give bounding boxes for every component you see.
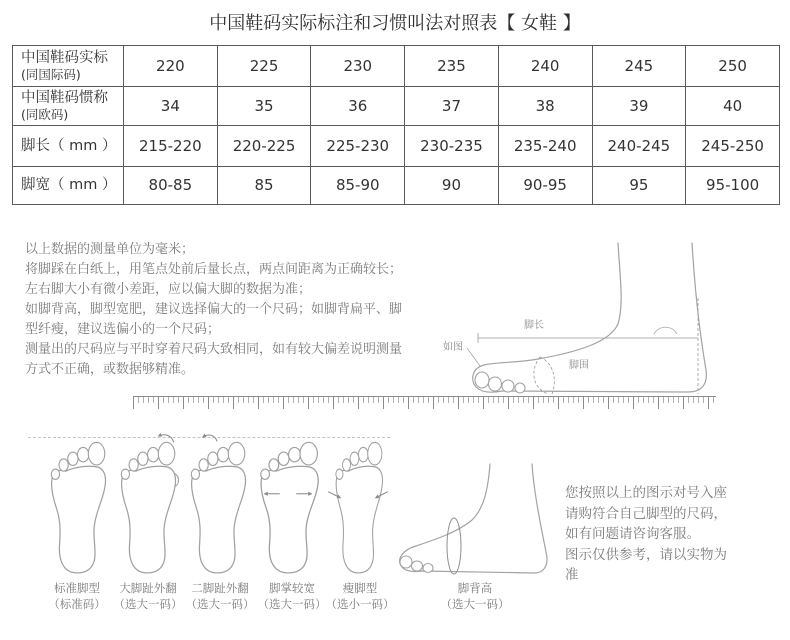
size-cell: 220 — [124, 46, 218, 87]
tip-line: 准 — [565, 567, 579, 583]
table-row-eu-size — [13, 87, 780, 126]
second-toe-arrow-icon — [203, 435, 217, 441]
ankle-bone-line — [654, 327, 677, 334]
foot-type-name: 标准脚型 — [54, 581, 100, 595]
toe — [475, 372, 489, 388]
foot-side-outline — [473, 243, 707, 392]
toe — [515, 383, 525, 393]
foot-type-name: 脚掌较宽 — [269, 581, 315, 595]
note-line: 将脚踩在白纸上，用笔点处前后量长点，两点间距离为正确较长； — [25, 262, 403, 277]
foot-type-name: 瘦脚型 — [342, 581, 378, 595]
foot-girth-label: 脚围 — [569, 360, 589, 371]
size-cell: 34 — [124, 87, 218, 126]
foot-type-standard — [40, 580, 114, 612]
girth-measure-curve — [534, 357, 548, 394]
foot-type-second-toe — [183, 580, 257, 612]
bunion-foot-icon — [114, 430, 180, 575]
size-cell: 90-95 — [498, 166, 592, 204]
girth-measure-curve — [540, 357, 554, 394]
standard-foot-icon — [44, 430, 110, 575]
foot-measure-illustration — [440, 238, 730, 398]
foot-type-name: 大脚趾外翻 — [119, 581, 177, 595]
ruler — [133, 396, 716, 410]
foot-type-advice: （选大一码） — [113, 597, 183, 611]
page-title: 中国鞋码实际标注和习惯叫法对照表【 女鞋 】 — [209, 13, 581, 34]
size-cell: 85-90 — [311, 166, 405, 204]
size-cell: 245 — [592, 46, 686, 87]
size-cell: 90 — [405, 166, 499, 204]
wide-foot-icon — [255, 430, 321, 575]
row-label: 脚宽（ mm ） — [21, 176, 117, 193]
foot-type-advice: （选大一码） — [257, 597, 327, 611]
row-sublabel: (同欧码) — [21, 106, 69, 122]
foot-type-bunion — [111, 580, 185, 612]
foot-sole-outline — [336, 442, 383, 573]
size-cell: 215-220 — [124, 126, 218, 166]
row-label-cell — [13, 87, 124, 126]
size-cell: 220-225 — [217, 126, 311, 166]
size-cell: 230 — [311, 46, 405, 87]
note-line: 如脚背高，脚型宽肥，建议选择偏大的一个尺码；如脚背扁平、脚 — [25, 302, 403, 317]
table-row-foot-length — [13, 126, 780, 166]
foot-type-advice: （标准码） — [48, 597, 106, 611]
foot-type-name: 二脚趾外翻 — [191, 581, 249, 595]
size-cell: 245-250 — [686, 126, 780, 166]
foot-type-high-instep — [438, 580, 512, 612]
note-line: 左右脚大小有微小差距，应以偏大脚的数据为准； — [25, 282, 312, 297]
size-cell: 225 — [217, 46, 311, 87]
size-cell: 39 — [592, 87, 686, 126]
row-label-cell — [13, 166, 124, 204]
size-cell: 35 — [217, 87, 311, 126]
size-cell: 85 — [217, 166, 311, 204]
size-cell: 37 — [405, 87, 499, 126]
size-cell: 36 — [311, 87, 405, 126]
foot-type-name: 脚背高 — [457, 581, 493, 595]
size-cell: 235 — [405, 46, 499, 87]
big-toe-arrow-icon — [158, 435, 173, 443]
foot-type-wide — [255, 580, 329, 612]
pointer-line — [467, 348, 480, 366]
row-label: 脚长（ mm ） — [21, 137, 117, 154]
tip-line: 如有问题请咨询客服。 — [565, 526, 700, 542]
foot-sole-outline — [51, 442, 105, 573]
tip-line: 图示仅供参考，请以实物为 — [565, 546, 727, 563]
foot-sole-outline — [121, 442, 175, 573]
size-cell: 95-100 — [686, 166, 780, 204]
size-cell: 95 — [592, 166, 686, 204]
as-shown-label: 如图 — [443, 342, 463, 353]
row-label-cell — [13, 46, 124, 87]
slim-foot-icon — [325, 430, 391, 575]
note-line: 方式不正确，或数据够精准。 — [25, 362, 195, 377]
foot-type-advice: （选大一码） — [440, 597, 510, 611]
row-sublabel: (同国际码) — [21, 66, 81, 82]
table-row-foot-width — [13, 166, 780, 204]
size-cell: 250 — [686, 46, 780, 87]
size-cell: 225-230 — [311, 126, 405, 166]
toe — [400, 556, 412, 568]
size-cell: 80-85 — [124, 166, 218, 204]
tip-line: 您按照以上的图示对号入座 — [565, 485, 727, 501]
row-label: 中国鞋码实标 — [21, 49, 108, 66]
size-cell: 235-240 — [498, 126, 592, 166]
fitting-tips — [565, 483, 727, 586]
size-cell: 230-235 — [405, 126, 499, 166]
foot-sole-outline — [261, 442, 318, 573]
size-cell: 240-245 — [592, 126, 686, 166]
tip-line: 请购符合自己脚型的尺码， — [565, 505, 727, 522]
table-row-intl-size — [13, 46, 780, 87]
high-instep-foot-icon — [392, 462, 552, 578]
foot-sole-outline — [191, 442, 245, 573]
toe — [489, 377, 502, 391]
toe — [423, 564, 433, 573]
size-chart-table — [12, 45, 780, 205]
toe — [502, 380, 514, 392]
measurement-notes — [25, 240, 402, 380]
note-line: 测量出的尺码应与平时穿着尺码大致相同，如有较大偏差说明测量 — [25, 342, 403, 357]
size-cell: 38 — [498, 87, 592, 126]
toe — [412, 561, 423, 571]
row-label: 中国鞋码惯称 — [21, 89, 108, 106]
row-label-cell — [13, 126, 124, 166]
foot-type-advice: （选大一码） — [185, 597, 255, 611]
foot-type-slim — [323, 580, 397, 612]
foot-length-label: 脚长 — [524, 320, 544, 331]
note-line: 型纤瘦，建议选偏小的一个尺码； — [25, 322, 221, 337]
instep-girth-ring — [447, 518, 461, 574]
foot-type-advice: （选小一码） — [325, 597, 395, 611]
second-toe-foot-icon — [184, 430, 250, 575]
foot-side-outline — [400, 464, 547, 573]
table-body — [13, 46, 780, 205]
size-cell: 40 — [686, 87, 780, 126]
size-cell: 240 — [498, 46, 592, 87]
note-line: 以上数据的测量单位为毫米； — [25, 242, 195, 257]
